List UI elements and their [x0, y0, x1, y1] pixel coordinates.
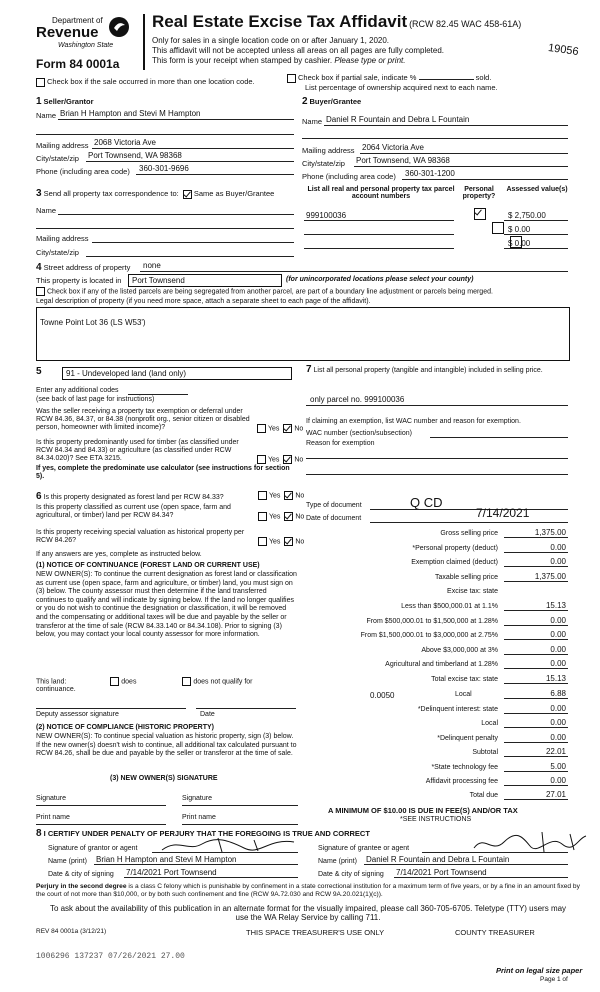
- same-as-buyer-checkbox[interactable]: [183, 190, 192, 199]
- perjury-text: is a class C felony which is punishable by confinement in a state correctional institution for a maximum term of five years, or by a fine in an amount fixed by the court of not more than $10,000, or by both such confinement and fine (RCW 9A.72.030 and RCW 9A.20.021(1)(c)).: [36, 883, 580, 898]
- dept-line-3: Washington State: [58, 42, 114, 49]
- header-sub-3-italic: Please type or print.: [334, 56, 406, 65]
- land-use-value: 91 - Undeveloped land (land only): [66, 369, 187, 378]
- rows-value-3[interactable]: 1,375.00: [534, 571, 566, 581]
- rows-label-2: Exemption claimed (deduct): [411, 559, 498, 567]
- buyer-num: 2: [302, 96, 308, 107]
- grantee-signature-icon: [470, 830, 590, 856]
- section5-q2-answer: [255, 455, 303, 464]
- new-owner-sig-2-label: Signature: [182, 795, 212, 802]
- multi-location-check[interactable]: [34, 77, 255, 87]
- rows2-value-4[interactable]: 5.00: [550, 761, 566, 771]
- section3-name-label: Name: [36, 206, 57, 215]
- s6q1-no-checkbox[interactable]: [284, 491, 293, 500]
- section4-street: [36, 262, 130, 273]
- new-owner-sig-1-label: Signature: [36, 795, 66, 802]
- s6q3-yes-checkbox[interactable]: [258, 537, 267, 546]
- rows2-label-2: *Delinquent penalty: [437, 734, 498, 742]
- partial-sale-label-a: Check box if partial sale, indicate %: [298, 73, 417, 82]
- rows2-label-0: *Delinquent interest: state: [417, 706, 498, 713]
- section6-q2-answer: [256, 512, 304, 521]
- buyer-heading-text: Buyer/Grantee: [309, 97, 362, 106]
- rows2-label-1: Local: [481, 720, 498, 728]
- buyer-name-label: Name: [302, 117, 323, 126]
- continuance-label: continuance.: [36, 686, 76, 693]
- local-rate[interactable]: 0.0050: [370, 691, 395, 700]
- grantee-print-name[interactable]: Daniel R Fountain and Debra L Fountain: [366, 855, 510, 864]
- section3-label: Send all property tax correspondence to:: [43, 189, 179, 198]
- revision: REV 84 0001a (3/12/21): [36, 928, 107, 935]
- form-number: Form 84 0001a: [36, 57, 120, 71]
- buyer-mailing-label: Mailing address: [302, 146, 355, 155]
- parcel-1[interactable]: 999100036: [306, 211, 347, 220]
- buyer-heading: [302, 96, 361, 107]
- wac-label: WAC number (section/subsection): [306, 430, 412, 437]
- seller-heading-text: Seller/Grantor: [43, 97, 94, 106]
- grantee-date-city[interactable]: 7/14/2021 Port Townsend: [396, 868, 487, 877]
- grantor-date-city[interactable]: 7/14/2021 Port Townsend: [126, 868, 217, 877]
- s6q2-no-label: No: [295, 513, 305, 521]
- seller-phone[interactable]: 360-301-9696: [139, 164, 189, 173]
- q1-yes-checkbox[interactable]: [257, 424, 266, 433]
- exemption-label: If claiming an exemption, list WAC number and reason for exemption.: [306, 418, 521, 425]
- rows-label-10: Total excise tax: state: [431, 676, 498, 683]
- land-use-select[interactable]: [62, 367, 292, 380]
- rows-label-5: Less than $500,000.01 at 1.1%: [401, 603, 498, 610]
- this-land-row: [36, 677, 253, 686]
- section5-q1-answer: [255, 424, 303, 433]
- q2-no-checkbox[interactable]: [283, 455, 292, 464]
- perjury-notice: [36, 883, 584, 899]
- page-number: Page 1 of: [540, 976, 568, 983]
- personal-checkbox-1[interactable]: [474, 208, 486, 220]
- rows2-underline-6: [504, 799, 568, 800]
- segregate-check[interactable]: [34, 287, 493, 296]
- rows-label-1: *Personal property (deduct): [412, 544, 498, 552]
- rows-value-1[interactable]: 0.00: [550, 542, 566, 552]
- doc-date-label: Date of document: [306, 515, 362, 522]
- segregate-checkbox[interactable]: [36, 287, 45, 296]
- segregate-label: Check box if any of the listed parcels are being segregated from another parcel, are part of a boundary line adjustment or parcels being merged.: [47, 288, 493, 296]
- does-label: does: [121, 678, 137, 686]
- perjury-bold: Perjury in the second degree: [36, 883, 127, 890]
- rows-underline-1: [504, 552, 568, 553]
- seller-mailing[interactable]: 2068 Victoria Ave: [94, 138, 156, 147]
- rows2-label-5: Affidavit processing fee: [425, 778, 498, 785]
- rows-value-8[interactable]: 0.00: [550, 644, 566, 654]
- s6q2-no-checkbox[interactable]: [284, 512, 293, 521]
- grantor-print-label: Name (print): [48, 858, 87, 865]
- buyer-phone-label: Phone (including area code): [302, 172, 396, 181]
- legal-description-box[interactable]: [36, 307, 570, 361]
- q1-no-checkbox[interactable]: [283, 424, 292, 433]
- rows-underline-10: [504, 683, 568, 684]
- rows2-value-6[interactable]: 27.01: [545, 790, 566, 800]
- section6-ifany: If any answers are yes, complete as instructed below.: [36, 551, 202, 558]
- rows-underline-2: [504, 566, 568, 567]
- codes-label: Enter any additional codes: [36, 387, 119, 394]
- personal-checkbox-2[interactable]: [492, 222, 504, 234]
- located-label: This property is located in: [36, 276, 122, 285]
- rows2-label-3: Subtotal: [472, 749, 498, 757]
- seller-phone-label: Phone (including area code): [36, 167, 130, 176]
- handwritten-number: 19056: [547, 41, 580, 59]
- location-value: Port Townsend: [132, 276, 185, 285]
- rows-underline-6: [504, 625, 568, 626]
- section7-num: 7: [306, 364, 312, 375]
- grantor-date-label: Date & city of signing: [48, 871, 114, 878]
- seller-city-label: City/state/zip: [36, 154, 79, 163]
- rows-value-5[interactable]: 15.13: [545, 601, 566, 610]
- buyer-mailing[interactable]: 2064 Victoria Ave: [362, 143, 424, 152]
- section6-q3-answer: [256, 537, 304, 546]
- section5-q1: Was the seller receiving a property tax exemption or deferral under RCW 84.36, 84.37, or 84.38 (nonprofit org., senior citizen or disabled person, homeowner with limited income)?: [36, 408, 250, 431]
- does-not-label: does not qualify for: [193, 678, 253, 686]
- section6-num: 6: [36, 491, 42, 502]
- multi-location-checkbox[interactable]: [36, 78, 45, 87]
- doc-type-label: Type of document: [306, 502, 362, 509]
- rows2-underline-2: [504, 742, 568, 743]
- buyer-name[interactable]: Daniel R Fountain and Debra L Fountain: [326, 115, 470, 124]
- q2-no-label: No: [294, 456, 304, 464]
- certify-text: I CERTIFY UNDER PENALTY OF PERJURY THAT THE FOREGOING IS TRUE AND CORRECT: [43, 829, 370, 838]
- rows-underline-9: [504, 668, 568, 669]
- header-sub-2: This affidavit will not be accepted unless all areas on all pages are fully completed.: [152, 46, 445, 55]
- partial-sale-note: List percentage of ownership acquired next to each name.: [305, 83, 498, 92]
- grantor-sig-label: Signature of grantor or agent: [48, 845, 138, 852]
- deputy-date-label: Date: [200, 711, 215, 718]
- county-treasurer: COUNTY TREASURER: [455, 928, 535, 937]
- section7-heading: [306, 366, 568, 375]
- rows-value-10[interactable]: 15.13: [545, 674, 566, 683]
- section8-num: 8: [36, 828, 42, 839]
- rows-value-2[interactable]: 0.00: [550, 557, 566, 567]
- rows-label-7: From $1,500,000.01 to $3,000,000 at 2.75%: [360, 632, 498, 640]
- legal-size-note: Print on legal size paper: [496, 966, 583, 975]
- s6q1-yes-checkbox[interactable]: [258, 491, 267, 500]
- grantee-sig-label: Signature of grantee or agent: [318, 845, 410, 852]
- rows-underline-8: [504, 654, 568, 655]
- seller-heading: [36, 96, 94, 107]
- personal-property-list[interactable]: only parcel no. 999100036: [310, 395, 405, 404]
- section3-num: 3: [36, 188, 42, 199]
- notice3-head: (3) NEW OWNER(S) SIGNATURE: [110, 775, 218, 782]
- section3-mailing-label: Mailing address: [36, 234, 89, 243]
- section6-q2: Is this property classified as current use (open space, farm and agricultural, or timber) land per RCW 84.34?: [36, 504, 231, 519]
- multi-location-label: Check box if the sale occurred in more than one location code.: [47, 77, 255, 86]
- section6-q1: [36, 491, 224, 502]
- s6q2-yes-label: Yes: [269, 513, 281, 521]
- grantor-print-name[interactable]: Brian H Hampton and Stevi M Hampton: [96, 855, 237, 864]
- q1-yes-label: Yes: [268, 425, 280, 433]
- assessed-3[interactable]: $ 0.00: [508, 239, 531, 248]
- doc-type-value[interactable]: Q CD: [410, 495, 443, 510]
- title-citation: (RCW 82.45 WAC 458-61A): [409, 19, 522, 29]
- doc-date-value[interactable]: 7/14/2021: [476, 506, 530, 520]
- parcel-col-head: List all real and personal property tax parcel account numbers: [307, 186, 455, 200]
- street-label: Street address of property: [43, 263, 131, 272]
- reason-label: Reason for exemption: [306, 440, 375, 447]
- assessed-1[interactable]: $ 2,750.00: [508, 211, 546, 220]
- rows-value-6[interactable]: 0.00: [550, 615, 566, 625]
- legal-description: Towne Point Lot 36 (LS W53'): [40, 318, 146, 327]
- seller-city[interactable]: Port Townsend, WA 98368: [88, 151, 182, 160]
- s6q3-yes-label: Yes: [269, 538, 281, 546]
- new-owner-print-1-label: Print name: [36, 814, 70, 821]
- rows-underline-0: [504, 537, 568, 538]
- s6q2-yes-checkbox[interactable]: [258, 512, 267, 521]
- rows2-underline-4: [504, 771, 568, 772]
- section5-num: 5: [36, 366, 42, 377]
- header-sub-3-text: This form is your receipt when stamped by cashier.: [152, 56, 333, 65]
- header-sub-3: [152, 56, 405, 65]
- header-sub-1: Only for sales in a single location code on or after January 1, 2020.: [152, 36, 390, 45]
- street-value[interactable]: none: [143, 261, 161, 270]
- rows-label-6: From $500,000.01 to $1,500,000 at 1.28%: [366, 617, 498, 625]
- personal-col-head: Personal property?: [462, 186, 496, 200]
- section3-city-label: City/state/zip: [36, 248, 79, 257]
- unincorporated-note: (for unincorporated locations please select your county): [286, 276, 474, 283]
- buyer-city[interactable]: Port Townsend, WA 98368: [356, 156, 450, 165]
- section5-q2b: If yes, complete the predominate use calculator (see instructions for section 5).: [36, 465, 290, 480]
- partial-sale-label-b: sold.: [475, 73, 492, 82]
- title-text: Real Estate Excise Tax Affidavit: [152, 12, 408, 31]
- rows2-value-3[interactable]: 22.01: [545, 747, 566, 757]
- section6-q3: Is this property receiving special valuation as historical property per RCW 84.26?: [36, 529, 245, 544]
- section3-heading: [36, 188, 274, 199]
- q1-no-label: No: [294, 425, 304, 433]
- rows-label-3: Taxable selling price: [434, 573, 498, 581]
- section7-label: List all personal property (tangible and intangible) included in selling price.: [313, 367, 543, 374]
- form-title: [152, 12, 521, 32]
- same-as-buyer-label: Same as Buyer/Grantee: [193, 189, 275, 198]
- notice1-head: (1) NOTICE OF CONTINUANCE (FOREST LAND OR CURRENT USE): [36, 562, 260, 569]
- grantor-signature-icon: [158, 836, 298, 854]
- dor-logo: [36, 14, 132, 60]
- rows-value-0[interactable]: 1,375.00: [534, 528, 566, 537]
- rows2-underline-3: [504, 756, 568, 757]
- section4-num: 4: [36, 262, 42, 273]
- grantee-print-label: Name (print): [318, 858, 357, 865]
- section5-q2: Is this property predominantly used for timber (as classified under RCW 84.34 and 84.33) or agriculture (as classified under RCW 84.34.020)? See ETA 3215.: [36, 439, 239, 462]
- section6-q1-answer: [256, 491, 304, 500]
- q2-yes-checkbox[interactable]: [257, 455, 266, 464]
- partial-sale-check[interactable]: [285, 73, 491, 83]
- seller-name-label: Name: [36, 111, 57, 120]
- notice1-body: NEW OWNER(S): To continue the current designation as forest land or classification as current use (open space, farm and agriculture, or timber) land, you must sign on (3) below. The county assessor must then determine if the land transferred continues to qualify and will indicate by signing below. If the land no longer qualifies or you do not wish to continue the designation or classification, it will be removed and the compensating or additional taxes will be due and payable by the seller or transferor at the time of sale (RCW 84.33.140 or 84.34.108). Prior to signing (3) below, you may contact your local county assessor for more information.: [36, 571, 297, 639]
- treasurer-use: THIS SPACE TREASURER'S USE ONLY: [246, 928, 385, 937]
- assessed-2[interactable]: $ 0.00: [508, 225, 531, 234]
- seller-mailing-label: Mailing address: [36, 141, 89, 150]
- rows-label-8: Above $3,000,000 at 3%: [421, 646, 498, 654]
- local-label: Local: [455, 691, 472, 698]
- dept-line-2: Revenue: [36, 24, 99, 41]
- new-owner-print-2-label: Print name: [182, 814, 216, 821]
- does-not-checkbox[interactable]: [182, 677, 191, 686]
- seller-num: 1: [36, 96, 42, 107]
- assessed-col-head: Assessed value(s): [506, 186, 568, 193]
- buyer-phone[interactable]: 360-301-1200: [405, 169, 455, 178]
- rows2-value-2[interactable]: 0.00: [550, 732, 566, 742]
- location-select[interactable]: [128, 274, 282, 287]
- section6-q1-text: Is this property designated as forest land per RCW 84.33?: [43, 494, 224, 501]
- rows2-value-5[interactable]: 0.00: [550, 776, 566, 785]
- rows-value-9[interactable]: 0.00: [550, 659, 566, 669]
- rows-label-9: Agricultural and timberland at 1.28%: [385, 661, 498, 669]
- grantee-date-label: Date & city of signing: [318, 871, 384, 878]
- rows-value-7[interactable]: 0.00: [550, 630, 566, 640]
- local-value[interactable]: 6.88: [550, 689, 566, 698]
- rows-underline-3: [504, 581, 568, 582]
- rows2-label-4: *State technology fee: [431, 763, 498, 771]
- availability-notice: To ask about the availability of this publication in an alternate format for the visually impaired, please call 360-705-6705. Teletype (TTY) users may use the WA Relay Service by calling 711.: [49, 904, 567, 922]
- rows2-value-1[interactable]: 0.00: [550, 718, 566, 728]
- q2-yes-label: Yes: [268, 456, 280, 464]
- rows-label-4: Excise tax: state: [447, 588, 498, 596]
- s6q1-yes-label: Yes: [269, 492, 281, 500]
- does-checkbox[interactable]: [110, 677, 119, 686]
- this-land-label: This land:: [36, 678, 67, 686]
- rows2-label-6: Total due: [469, 792, 498, 800]
- rows-label-0: Gross selling price: [440, 530, 498, 537]
- wa-logo-icon: [108, 16, 130, 38]
- rows2-value-0[interactable]: 0.00: [550, 704, 566, 713]
- s6q3-no-checkbox[interactable]: [284, 537, 293, 546]
- rows-underline-7: [504, 639, 568, 640]
- rows2-underline-1: [504, 727, 568, 728]
- buyer-city-label: City/state/zip: [302, 159, 345, 168]
- notice2-body: NEW OWNER(S): To continue special valuation as historic property, sign (3) below. If the new owner(s) doesn't wish to continue, all additional tax calculated pursuant to RCW 84.26, shall be due and payable by the seller or transferor at the time of sale.: [36, 733, 297, 758]
- see-instructions: *SEE INSTRUCTIONS: [400, 816, 472, 823]
- partial-sale-checkbox[interactable]: [287, 74, 296, 83]
- deputy-signature-label: Deputy assessor signature: [36, 711, 119, 718]
- rows2-underline-0: [504, 713, 568, 714]
- legal-label: Legal description of property (if you need more space, attach a separate sheet to each page of the affidavit).: [36, 298, 371, 305]
- rows-underline-5: [504, 610, 568, 611]
- s6q3-no-label: No: [295, 538, 305, 546]
- minimum-due: A MINIMUM OF $10.00 IS DUE IN FEE(S) AND/OR TAX: [328, 806, 518, 815]
- seller-name[interactable]: Brian H Hampton and Stevi M Hampton: [60, 109, 201, 118]
- notice2-head: (2) NOTICE OF COMPLIANCE (HISTORIC PROPERTY): [36, 724, 214, 731]
- s6q1-no-label: No: [295, 492, 305, 500]
- codes-sub: (see back of last page for instructions): [36, 396, 155, 403]
- receipt-stamp: 1006296 137237 07/26/2021 27.00: [36, 952, 185, 961]
- rows2-underline-5: [504, 785, 568, 786]
- dept-line-1: Department of: [52, 16, 103, 25]
